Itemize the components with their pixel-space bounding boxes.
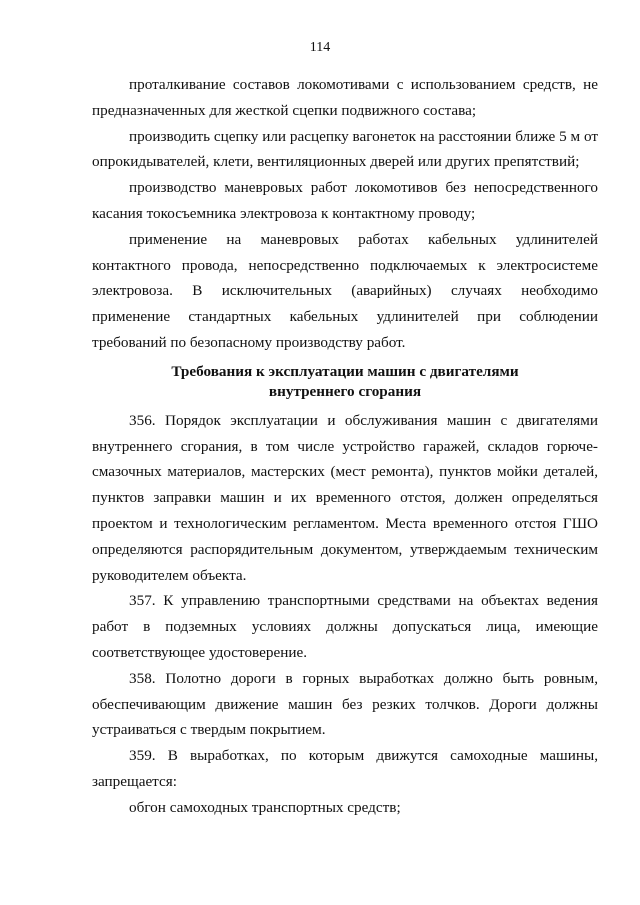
section-heading-line-2: внутреннего сгорания: [268, 382, 422, 400]
page-number: 114: [309, 40, 331, 55]
document-body: [92, 72, 598, 821]
paragraph: обгон самоходных транспортных средств;: [129, 798, 401, 816]
section-heading: [92, 362, 598, 402]
section-heading-line-1: Требования к эксплуатации машин с двигателями: [171, 362, 519, 380]
paragraph-357: 357. К управлению транспортными средствами на объектах ведения работ в подземных условиях должны допускаться лица, имеющие соответствующее удостоверение.: [92, 592, 598, 661]
paragraph: производить сцепку или расцепку вагонеток на расстоянии ближе 5 м от опрокидывателей, клети, вентиляционных дверей или других препятствий;: [92, 127, 598, 171]
paragraph: применение на маневровых работах кабельных удлинителей контактного провода, непосредственно подключаемых к электросистеме электровоза. В исключительных (аварийных) случаях необходимо применение стандартных кабельных удлинителей при соблюдении требований по безопасному производству работ.: [92, 230, 598, 351]
paragraph-358: 358. Полотно дороги в горных выработках должно быть ровным, обеспечивающим движение машин без резких толчков. Дороги должны устраиваться с твердым покрытием.: [92, 669, 598, 739]
paragraph-359: 359. В выработках, по которым движутся самоходные машины, запрещается:: [92, 747, 598, 790]
paragraph: производство маневровых работ локомотивов без непосредственного касания токосъемника электровоза к контактному проводу;: [92, 179, 598, 222]
paragraph-356: 356. Порядок эксплуатации и обслуживания машин с двигателями внутреннего сгорания, в том числе устройство гаражей, складов горюче-смазочных материалов, мастерских (мест ремонта), пунктов мойки деталей, пунктов заправки машин и их временного отстоя, должен определяться проектом и технологическим регламентом. Места временного отстоя ГШО определяются распорядительным документом, утверждаемым техническим руководителем объекта.: [92, 411, 598, 584]
paragraph: проталкивание составов локомотивами с использованием средств, не предназначенных для жесткой сцепки подвижного состава;: [92, 76, 598, 119]
